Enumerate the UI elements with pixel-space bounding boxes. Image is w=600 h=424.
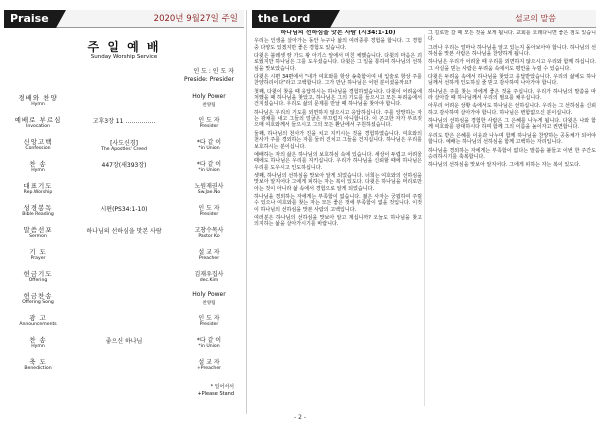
- item-leader-en: Presider: [199, 212, 219, 217]
- sermon-paragraph: 다윗은 두려움 속에서 하나님을 찾았고 응답받았습니다. 우리의 삶에도 하나님께서 선하게 인도하실 줄 믿고 감사하며 나아가야 합니다.: [428, 74, 596, 87]
- item-name-ko: 기 도: [29, 248, 47, 256]
- sermon-paragraph: 여러분은 하나님의 선하심을 맛보아 알고 계십니까? 오늘도 하나님을 찾고 의지하는 삶을 살아가시기를 바랍니다.: [254, 214, 422, 228]
- worship-item: [4, 114, 244, 136]
- praise-tag: Praise: [4, 10, 56, 28]
- sermon-paragraph: 하나님의 선하심을 맛보아 알지어다. 그에게 피하는 자는 복이 있도다.: [428, 162, 581, 169]
- item-name-en: Offering Song: [22, 300, 54, 305]
- order-of-worship: [4, 34, 244, 412]
- page-divider: [246, 10, 247, 414]
- item-leader: *다 같 이: [196, 337, 222, 344]
- item-content: [사도신경]: [110, 140, 138, 147]
- sermon-column-2: [428, 30, 596, 410]
- sermon-paragraph: 그 길로만 갈 때 모든 것을 보게 됩니다. 교회를 오래다니면 좋은 점도 있습니다.: [428, 30, 596, 43]
- stand-note: [4, 384, 234, 398]
- item-leader-en: *in Union: [198, 168, 220, 173]
- item-name-ko: 찬 송: [29, 160, 47, 168]
- left-header-bar: [4, 10, 244, 28]
- item-leader: 노원재권사: [194, 183, 224, 190]
- item-leader-en: Sw.Jae.No: [197, 190, 221, 195]
- item-content-en: The Apostles' Creed: [101, 147, 147, 152]
- presider: [4, 68, 234, 84]
- item-content: 고후3장 11 ……………: [92, 118, 156, 125]
- item-leader-en: 찬양팀: [202, 103, 216, 108]
- item-name-en: Hymn: [31, 168, 45, 173]
- item-leader: 설 교 자: [198, 249, 220, 256]
- sermon-paragraph: 그러나 우리는 얼마나 하나님을 알고 있는지 돌아보아야 합니다. 하나님의 선하심을 맛본 사람은 하나님을 찬양하게 됩니다.: [428, 44, 596, 58]
- sermon-paragraph: 하나님은 우리의 기도를 외면하지 않으시고 응답하십니다. 주를 앙망하는 자는 광채를 내고 그들의 얼굴은 부끄럽지 아니합니다. 이 곤고한 자가 부르짖으매 여호와께서 들으시고 그의 모든 환난에서 구원하셨습니다.: [254, 109, 422, 129]
- item-leader-en: Pastor Ko: [198, 234, 220, 239]
- item-name-en: Hymn: [31, 344, 45, 349]
- item-leader-en: 찬양팀: [202, 301, 216, 306]
- worship-item: [4, 158, 244, 180]
- sermon-paragraph: 하나님은 우리가 어려울 때 우리를 외면하지 않으시고 우리와 함께 하십니다. 그 사실을 믿는 사람은 두려움 속에서도 평안을 누릴 수 있습니다.: [428, 59, 596, 72]
- page-number: - 2 -: [294, 414, 306, 421]
- sermon-section-title: 설교의 말씀: [514, 14, 556, 23]
- item-leader-en: *in Union: [198, 146, 220, 151]
- item-name-en: Rep.Worship: [23, 190, 53, 195]
- item-name-ko: 신앙고백: [23, 138, 53, 146]
- worship-item: [4, 312, 244, 334]
- sermon-paragraph: 예배하는 자의 삶은 하나님의 보호하심 속에 있습니다. 세상이 두렵고 어려울 때에도 하나님은 우리를 지키십니다. 우리가 하나님을 신뢰할 때에 하나님은 우리를 도우시고 인도하십니다.: [254, 151, 422, 171]
- sermon-col2-body: [428, 30, 596, 169]
- item-leader-en: dec.Kim: [199, 278, 219, 283]
- item-name-ko: 헌금찬송: [23, 292, 53, 300]
- item-name-en: Offering: [28, 278, 48, 283]
- column-divider: [424, 34, 425, 406]
- item-name-en: Announcements: [19, 322, 57, 327]
- sermon-paragraph: 첫째, 다윗이 찾을 때 응답하시는 하나님을 경험하였습니다. 다윗이 어려움에 처했을 때 하나님을 찾았고, 하나님은 그의 기도를 들으시고 모든 두려움에서 건지셨습니다. 우리도 삶의 문제를 만날 때 하나님을 찾아야 합니다.: [254, 88, 422, 108]
- item-leader-en: Presider: [199, 322, 219, 327]
- sermon-paragraph: 둘째, 하나님의 천사가 진을 치고 지키시는 것을 경험하였습니다. 여호와의 천사가 주를 경외하는 자를 둘러 진치고 그들을 건지십니다. 하나님은 우리를 보호하시는 분이십니다.: [254, 130, 422, 150]
- item-leader: 인 도 자: [198, 205, 220, 212]
- worship-item: [4, 136, 244, 158]
- item-leader: 김재우집사: [194, 271, 224, 278]
- item-leader: *다 같 이: [196, 161, 222, 168]
- item-content: 좋으신 하나님: [105, 338, 143, 345]
- worship-item: [4, 268, 244, 290]
- worship-item: [4, 356, 244, 378]
- presider-ko: 인 도 : 인 도 자: [193, 68, 234, 75]
- sermon-paragraph: 하나님을 경외하는 자에게는 부족함이 없습니다. 젊은 사자는 궁핍하여 주릴 수 있으나 여호와를 찾는 자는 모든 좋은 것에 부족함이 없을 것입니다. 이것이 하나님의 선하심을 맛본 사람의 고백입니다.: [254, 193, 422, 213]
- item-name-ko: 말씀선포: [23, 226, 53, 234]
- worship-item: [4, 180, 244, 202]
- presider-en: Preside: Presider: [183, 76, 234, 83]
- stand-note-en: +Please Stand: [197, 391, 234, 397]
- worship-subtitle: Sunday Worship Service: [90, 54, 158, 60]
- item-leader: 인 도 자: [198, 117, 220, 124]
- sermon-paragraph: 하나님은 주를 찾는 자에게 좋은 것을 주십니다. 우리가 하나님의 말씀을 따라 살아갈 때 하나님께서 우리의 필요를 채우십니다.: [428, 88, 596, 102]
- item-name-en: Prayer: [30, 256, 46, 261]
- worship-item: [4, 202, 244, 224]
- worship-item: [4, 334, 244, 356]
- right-header-bar: [252, 10, 596, 28]
- item-name-ko: 대표기도: [23, 182, 53, 190]
- item-leader-en: *in Union: [198, 344, 220, 349]
- sermon-paragraph: 다윗은 시편 34편에서 "내가 여호와를 항상 송축함이여 내 입술로 항상 주를 찬양하리이다"라고 고백합니다. 그가 만난 하나님은 어떤 분이셨을까요?: [254, 74, 422, 87]
- item-name-ko: 축 도: [29, 358, 47, 366]
- item-name-ko: 성경봉독: [23, 204, 53, 212]
- item-leader: Holy Power: [192, 291, 226, 298]
- item-leader-en: Presider: [199, 124, 219, 129]
- sermon-paragraph: 하나님을 경외하는 자에게는 부족함이 없다는 말씀을 붙들고 이번 한 주간도 승리하시기를 축복합니다.: [428, 147, 596, 160]
- item-name-ko: 광 고: [29, 314, 47, 322]
- sermon-col1-body: [254, 38, 422, 227]
- item-name-ko: 찬 송: [29, 336, 47, 344]
- worship-item: [4, 92, 244, 114]
- sermon-paragraph: 우리도 받은 은혜를 이웃과 나누며 함께 하나님을 찬양하는 공동체가 되어야 합니다. 예배는 하나님의 선하심을 함께 고백하는 자리입니다.: [428, 132, 596, 146]
- sermon-paragraph: 셋째, 하나님의 선하심을 맛보아 알게 되었습니다. 너희는 여호와의 선하심을 맛보아 알지어다 그에게 피하는 자는 복이 있도다. 다윗은 하나님을 머리로만 아는 것이 아니라 삶 속에서 경험으로 알게 되었습니다.: [254, 172, 422, 192]
- sermon-paragraph: 우리는 인생을 살아가는 동안 누구나 삶의 여러종류 경험을 합니다. 그 경험 중 다양도 있겠지만 좋은 경험도 있습니다.: [254, 38, 422, 51]
- worship-title: 주 일 예 배: [87, 40, 161, 54]
- item-leader: Holy Power: [192, 93, 226, 100]
- service-date: 2020년 9월27일 주일: [153, 14, 238, 24]
- item-leader-en: +Preacher: [196, 366, 222, 371]
- item-content: 447장(새393장): [101, 162, 147, 169]
- item-name-en: Benediction: [24, 366, 52, 371]
- item-leader: 인 도 자: [198, 315, 220, 322]
- stand-note-ko: * 일어서서: [210, 384, 234, 390]
- sermon-title: 하나님의 선하심을 맛본 사람 (시34:1-10): [280, 30, 396, 36]
- sermon-paragraph: 하나님의 선하심을 경험한 사람은 그 은혜를 나누게 됩니다. 다윗은 나와 함께 여호와를 광대하시다 하며 함께 그의 이름을 높이자고 권면합니다.: [428, 118, 596, 131]
- item-leader: 설 교 자: [198, 359, 220, 366]
- item-name-en: Hymn: [31, 102, 45, 107]
- worship-item: [4, 290, 244, 312]
- sermon-paragraph: 다윗은 블레셋 땅 가드 왕 아기스 앞에서 미친 체했습니다. 다윗의 마음은 괴로웠지만 하나님은 그를 도우셨습니다. 다윗은 그 일을 통하여 하나님의 선하심을 맛보았습니다.: [254, 53, 422, 72]
- worship-item: [4, 224, 244, 246]
- the-lord-tag: the Lord: [252, 10, 330, 28]
- item-name-en: Sermon: [29, 234, 47, 239]
- item-name-ko: 예배로 부르심: [14, 116, 62, 124]
- item-name-en: Invocation: [26, 124, 50, 129]
- item-leader-en: Preacher: [198, 256, 220, 261]
- item-leader: *다 같 이: [196, 139, 222, 146]
- worship-item: [4, 246, 244, 268]
- item-name-ko: 경배와 찬양: [18, 94, 58, 102]
- item-name-en: Confession: [25, 146, 51, 151]
- item-name-ko: 헌금기도: [23, 270, 53, 278]
- sermon-column-1: [254, 30, 422, 410]
- item-content: 시편(PS34:1-10): [100, 206, 148, 213]
- sermon-paragraph: 아무리 어려운 상황 속에서도 하나님은 선하십니다. 우리는 그 선하심을 신뢰하고 감사하며 살아가야 합니다. 하나님은 변함없으신 분이십니다.: [428, 103, 596, 116]
- item-leader: 고창수목사: [194, 227, 224, 234]
- item-name-en: Bible Reading: [22, 212, 54, 217]
- item-content: 하나님의 선하심을 맛본 사람: [86, 228, 162, 235]
